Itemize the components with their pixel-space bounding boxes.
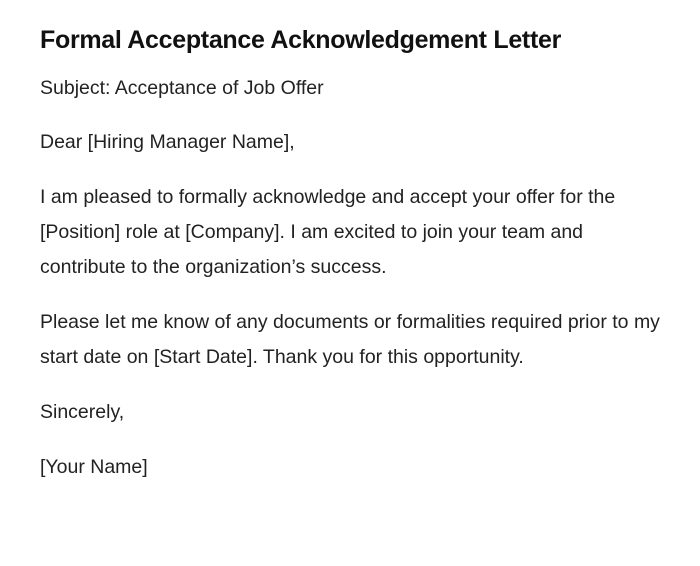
signature: [Your Name] [40,456,148,478]
body-paragraph: Please let me know of any documents or formalities required prior to my start date on [Start Date]. Thank you for this opportunity. [40,311,660,368]
closing: Sincerely, [40,401,125,423]
salutation: Dear [Hiring Manager Name], [40,131,295,153]
subject-line: Subject: Acceptance of Job Offer [40,77,324,99]
body-paragraph: I am pleased to formally acknowledge and accept your offer for the [Position] role at [Company]. I am excited to join your team and contribute to the organization’s success. [40,186,616,278]
page-title: Formal Acceptance Acknowledgement Letter [40,26,562,54]
